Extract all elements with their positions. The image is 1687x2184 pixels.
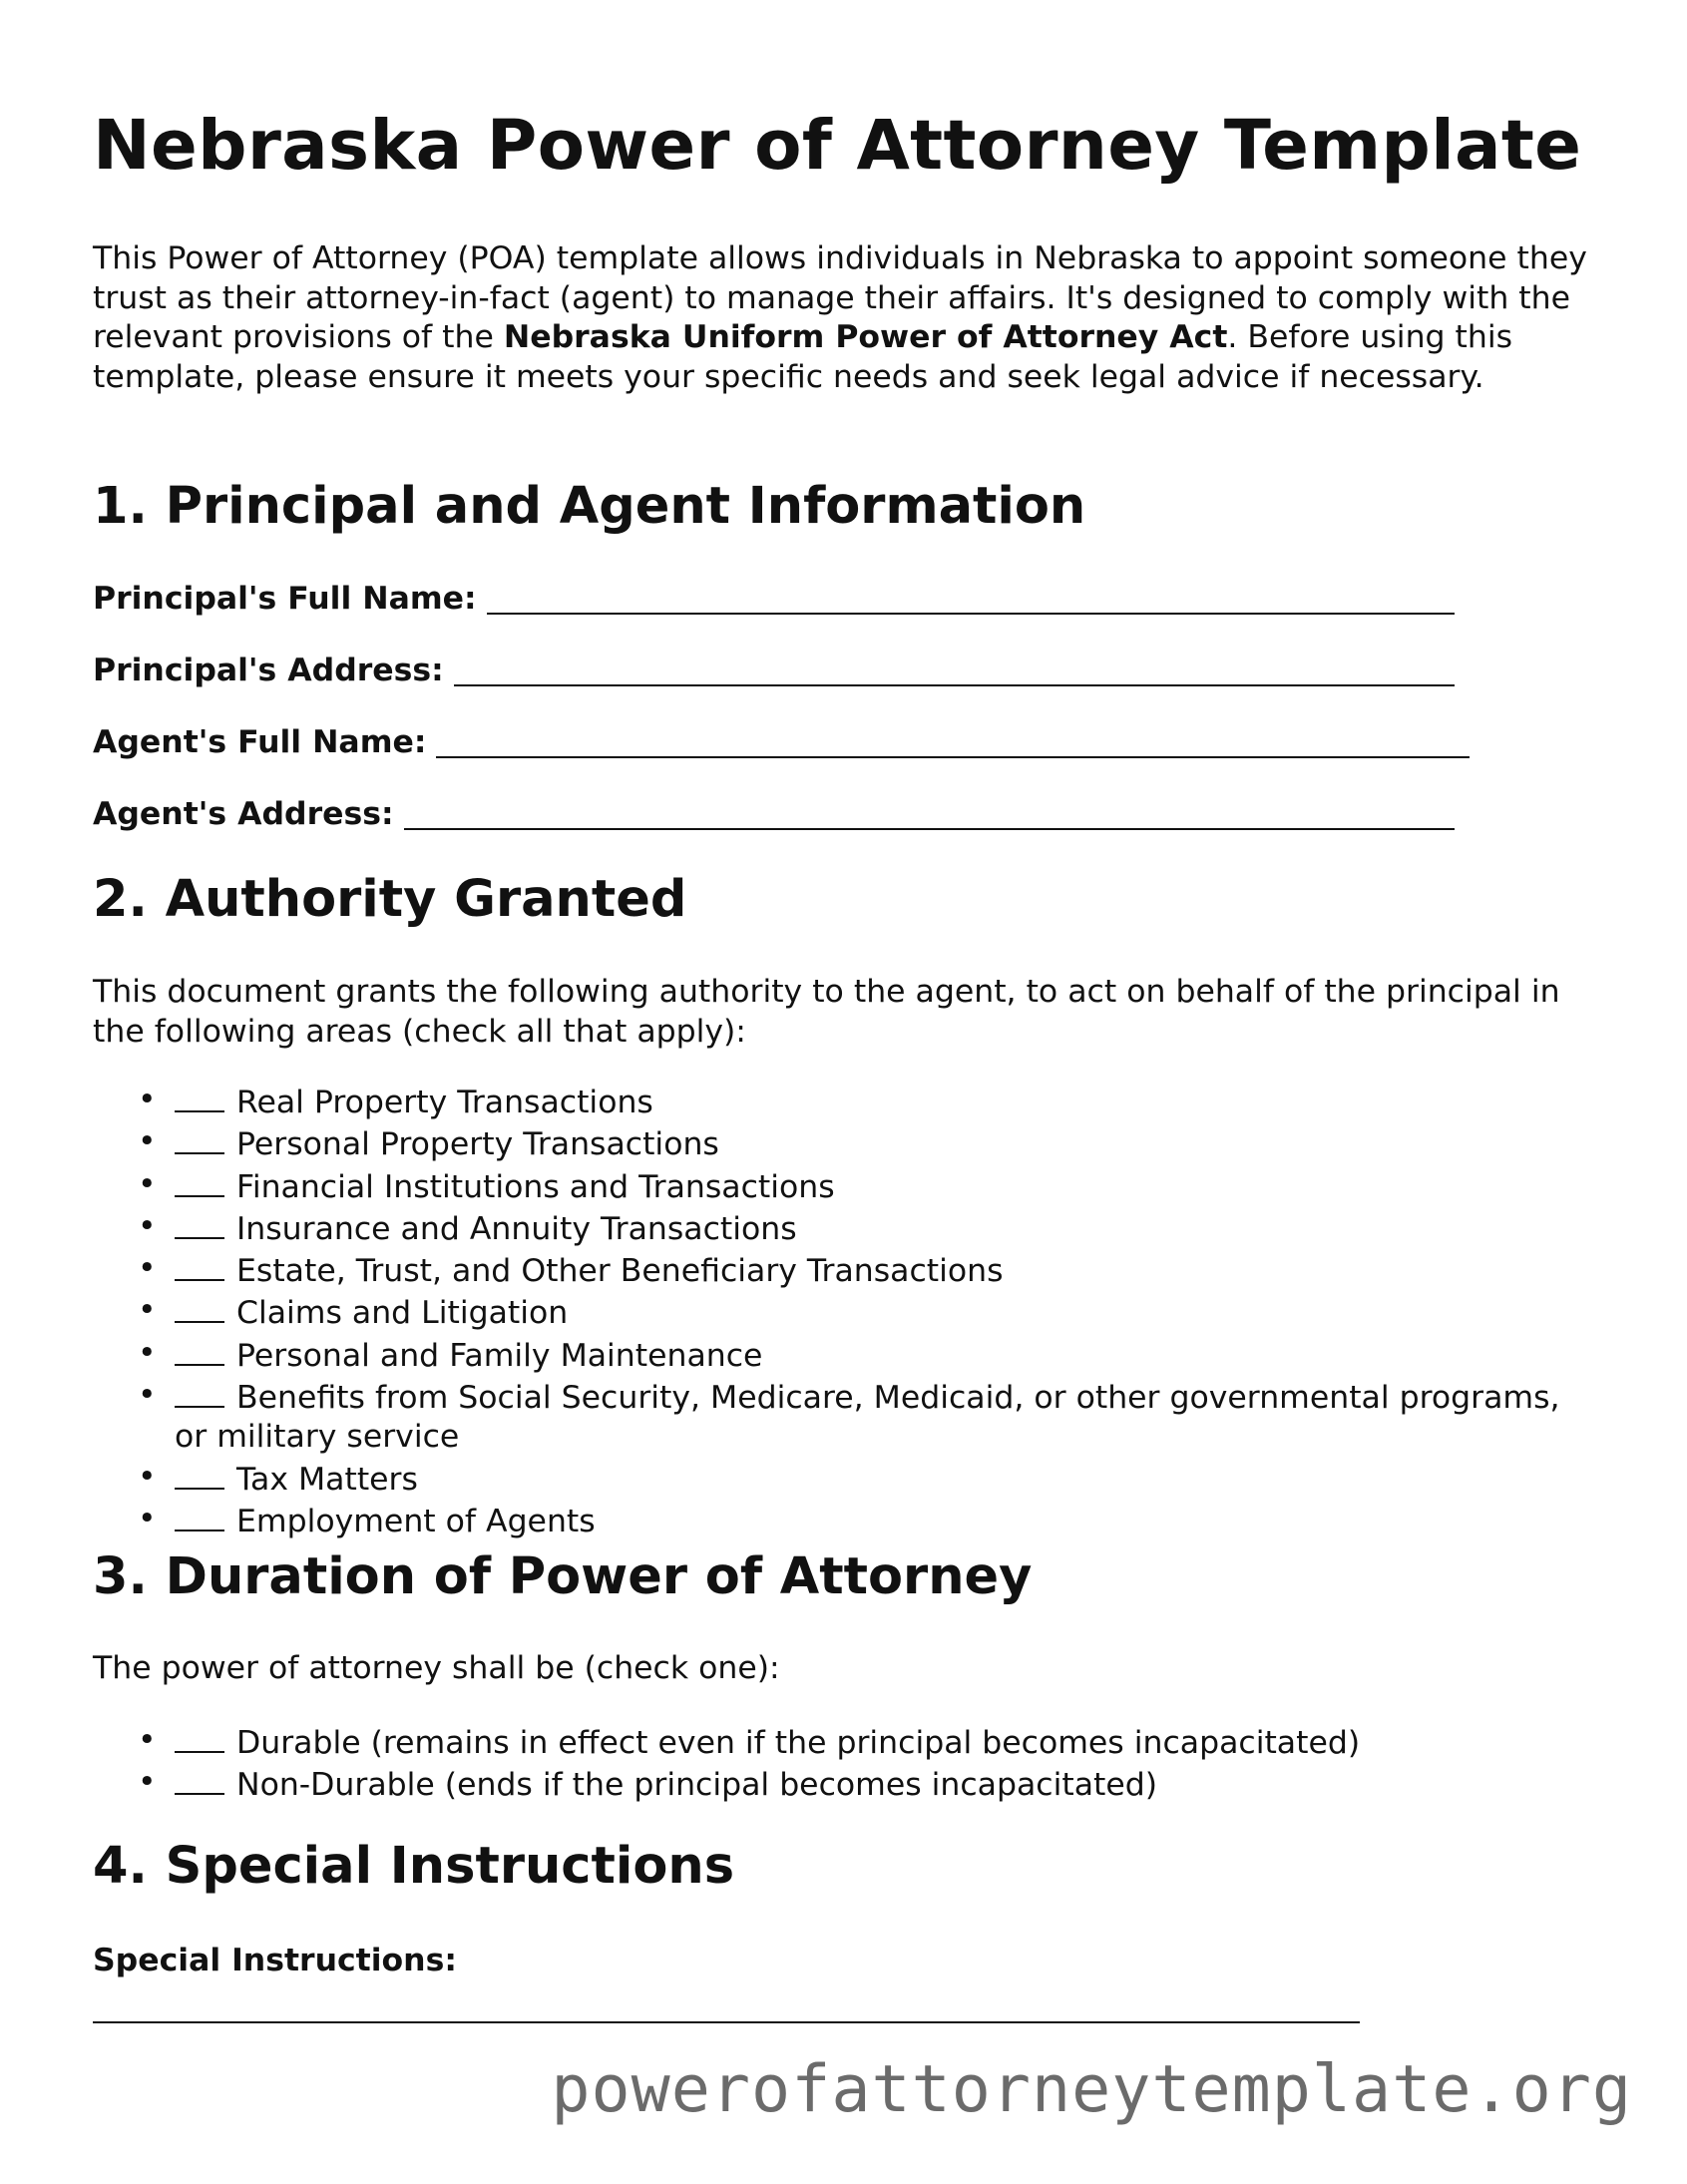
bullet-icon: •	[138, 1458, 157, 1495]
section-2-heading: 2. Authority Granted	[93, 870, 687, 929]
bullet-icon: •	[138, 1764, 157, 1801]
bullet-icon: •	[138, 1722, 157, 1758]
duration-options-list	[93, 1721, 1569, 1806]
page-title: Nebraska Power of Attorney Template	[93, 106, 1582, 186]
authority-option-label: Claims and Litigation	[236, 1295, 569, 1332]
authority-option-label: Estate, Trust, and Other Beneficiary Transactions	[236, 1253, 1004, 1290]
authority-option[interactable]	[93, 1334, 1569, 1376]
principal-name-label: Principal's Full Name:	[93, 580, 477, 617]
authority-option-label: Financial Institutions and Transactions	[236, 1168, 835, 1205]
checkbox-blank[interactable]	[175, 1291, 224, 1323]
agent-name-blank[interactable]	[436, 722, 1470, 758]
authority-option[interactable]	[93, 1376, 1569, 1458]
checkbox-blank[interactable]	[175, 1081, 224, 1112]
bullet-icon: •	[138, 1165, 157, 1202]
authority-option-label: Benefits from Social Security, Medicare, Medicaid, or other governmental programs, or military service	[175, 1380, 1560, 1456]
authority-options-list	[93, 1081, 1569, 1541]
authority-option-label: Personal and Family Maintenance	[236, 1337, 763, 1374]
checkbox-blank[interactable]	[175, 1458, 224, 1490]
watermark: powerofattorneytemplate.org	[551, 2052, 1632, 2127]
checkbox-blank[interactable]	[175, 1122, 224, 1154]
authority-option[interactable]	[93, 1291, 1569, 1333]
section-3-description: The power of attorney shall be (check one):	[93, 1650, 780, 1686]
bullet-icon: •	[138, 1377, 157, 1414]
checkbox-blank[interactable]	[175, 1249, 224, 1281]
agent-address-field[interactable]	[93, 794, 1455, 830]
bullet-icon: •	[138, 1500, 157, 1536]
intro-paragraph	[93, 239, 1589, 397]
principal-address-label: Principal's Address:	[93, 652, 444, 688]
bullet-icon: •	[138, 1250, 157, 1287]
checkbox-blank[interactable]	[175, 1500, 224, 1531]
agent-address-label: Agent's Address:	[93, 795, 394, 832]
checkbox-blank[interactable]	[175, 1376, 224, 1408]
intro-text-before: This Power of Attorney (POA) template allows individuals in Nebraska to appoint someone they trust as their attorney-in-fact (agent) to manage their affairs. It's designed to comply with the relevant provisions of the	[93, 240, 1587, 355]
authority-option[interactable]	[93, 1207, 1569, 1249]
agent-name-field[interactable]	[93, 722, 1470, 758]
authority-option[interactable]	[93, 1500, 1569, 1541]
principal-address-field[interactable]	[93, 651, 1455, 686]
section-4-heading: 4. Special Instructions	[93, 1837, 735, 1896]
duration-option[interactable]	[93, 1763, 1569, 1805]
section-2-description: This document grants the following authority to the agent, to act on behalf of the principal in the following areas (check all that apply):	[93, 974, 1560, 1050]
checkbox-blank[interactable]	[175, 1207, 224, 1239]
principal-name-field[interactable]	[93, 579, 1455, 615]
bullet-icon: •	[138, 1334, 157, 1371]
duration-option-label: Non-Durable (ends if the principal becomes incapacitated)	[236, 1767, 1158, 1804]
special-instructions-blank[interactable]	[93, 2021, 1360, 2023]
duration-option-label: Durable (remains in effect even if the principal becomes incapacitated)	[236, 1725, 1361, 1761]
bullet-icon: •	[138, 1207, 157, 1244]
section-1-heading: 1. Principal and Agent Information	[93, 477, 1086, 536]
bullet-icon: •	[138, 1082, 157, 1117]
authority-option[interactable]	[93, 1249, 1569, 1291]
special-instructions-label: Special Instructions:	[93, 1943, 457, 1978]
authority-option[interactable]	[93, 1081, 1569, 1122]
authority-option-label: Tax Matters	[236, 1461, 418, 1498]
authority-option-label: Insurance and Annuity Transactions	[236, 1210, 797, 1247]
agent-name-label: Agent's Full Name:	[93, 723, 427, 760]
authority-option[interactable]	[93, 1122, 1569, 1164]
authority-option[interactable]	[93, 1458, 1569, 1500]
checkbox-blank[interactable]	[175, 1165, 224, 1197]
intro-act-name: Nebraska Uniform Power of Attorney Act	[503, 319, 1228, 355]
intro-text-after: . Before using this template, please ensure it meets your specific needs and seek legal advice if necessary.	[93, 319, 1513, 395]
principal-name-blank[interactable]	[487, 579, 1455, 615]
authority-option-label: Employment of Agents	[236, 1503, 596, 1539]
bullet-icon: •	[138, 1292, 157, 1329]
authority-option[interactable]	[93, 1165, 1569, 1207]
checkbox-blank[interactable]	[175, 1334, 224, 1366]
authority-option-label: Real Property Transactions	[236, 1085, 653, 1120]
checkbox-blank[interactable]	[175, 1763, 224, 1795]
principal-address-blank[interactable]	[454, 651, 1455, 686]
checkbox-blank[interactable]	[175, 1721, 224, 1753]
section-3-heading: 3. Duration of Power of Attorney	[93, 1547, 1033, 1606]
bullet-icon: •	[138, 1123, 157, 1160]
authority-option-label: Personal Property Transactions	[236, 1126, 719, 1163]
agent-address-blank[interactable]	[404, 794, 1455, 830]
duration-option[interactable]	[93, 1721, 1569, 1763]
